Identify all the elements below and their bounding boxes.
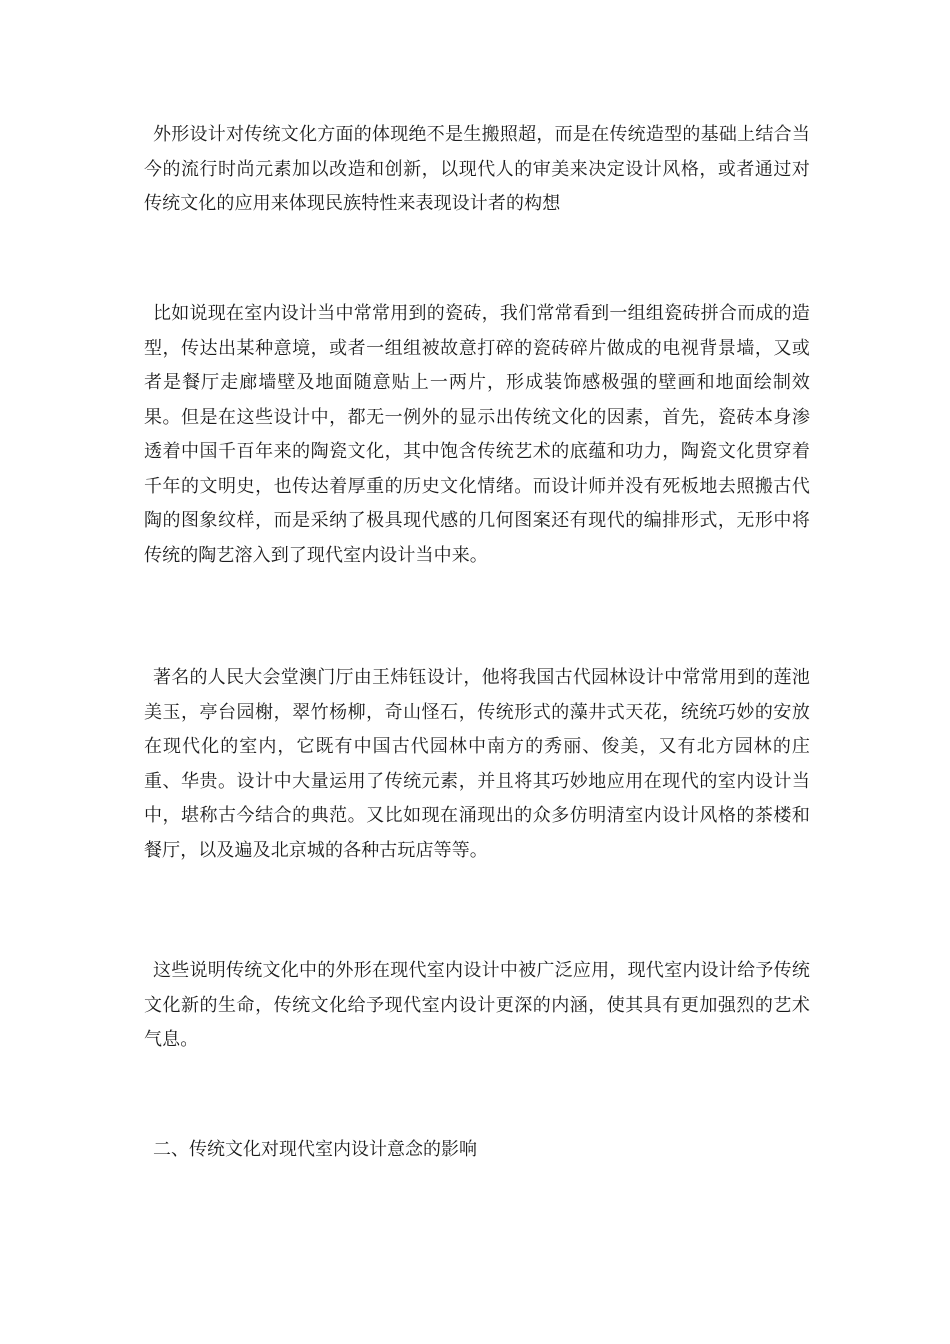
paragraph-ceramic-tiles: 比如说现在室内设计当中常常用到的瓷砖，我们常常看到一组组瓷砖拼合而成的造型，传达出某种意境，或者一组组被故意打碎的瓷砖碎片做成的电视背景墙，又或者是餐厅走廊墙壁及地面随意贴上一两片，形成装饰感极强的壁画和地面绘制效果。但是在这些设计中，都无一例外的显示出传统文化的因素，首先，瓷砖本身渗透着中国千百年来的陶瓷文化，其中饱含传统艺术的底蕴和功力，陶瓷文化贯穿着千年的文明史，也传达着厚重的历史文化情绪。而设计师并没有死板地去照搬古代陶的图象纹样，而是采纳了极具现代感的几何图案还有现代的编排形式，无形中将传统的陶艺溶入到了现代室内设计当中来。: [144, 303, 810, 566]
section-heading: 二、传统文化对现代室内设计意念的影响: [153, 1139, 477, 1160]
paragraph-form-design: 外形设计对传统文化方面的体现绝不是生搬照超，而是在传统造型的基础上结合当今的流行时尚元素加以改造和创新，以现代人的审美来决定设计风格，或者通过对传统文化的应用来体现民族特性来表现设计者的构想: [144, 124, 810, 214]
paragraph-macau-hall: 著名的人民大会堂澳门厅由王炜钰设计，他将我国古代园林设计中常常用到的莲池美玉，亭台园榭，翠竹杨柳，奇山怪石，传统形式的藻井式天花，统统巧妙的安放在现代化的室内，它既有中国古代园林中南方的秀丽、俊美，又有北方园林的庄重、华贵。设计中大量运用了传统元素，并且将其巧妙地应用在现代的室内设计当中，堪称古今结合的典范。又比如现在涌现出的众多仿明清室内设计风格的茶楼和餐厅，以及遍及北京城的各种古玩店等等。: [144, 667, 810, 861]
paragraph-summary: 这些说明传统文化中的外形在现代室内设计中被广泛应用，现代室内设计给予传统文化新的生命，传统文化给予现代室内设计更深的内涵，使其具有更加强烈的艺术气息。: [144, 960, 810, 1050]
